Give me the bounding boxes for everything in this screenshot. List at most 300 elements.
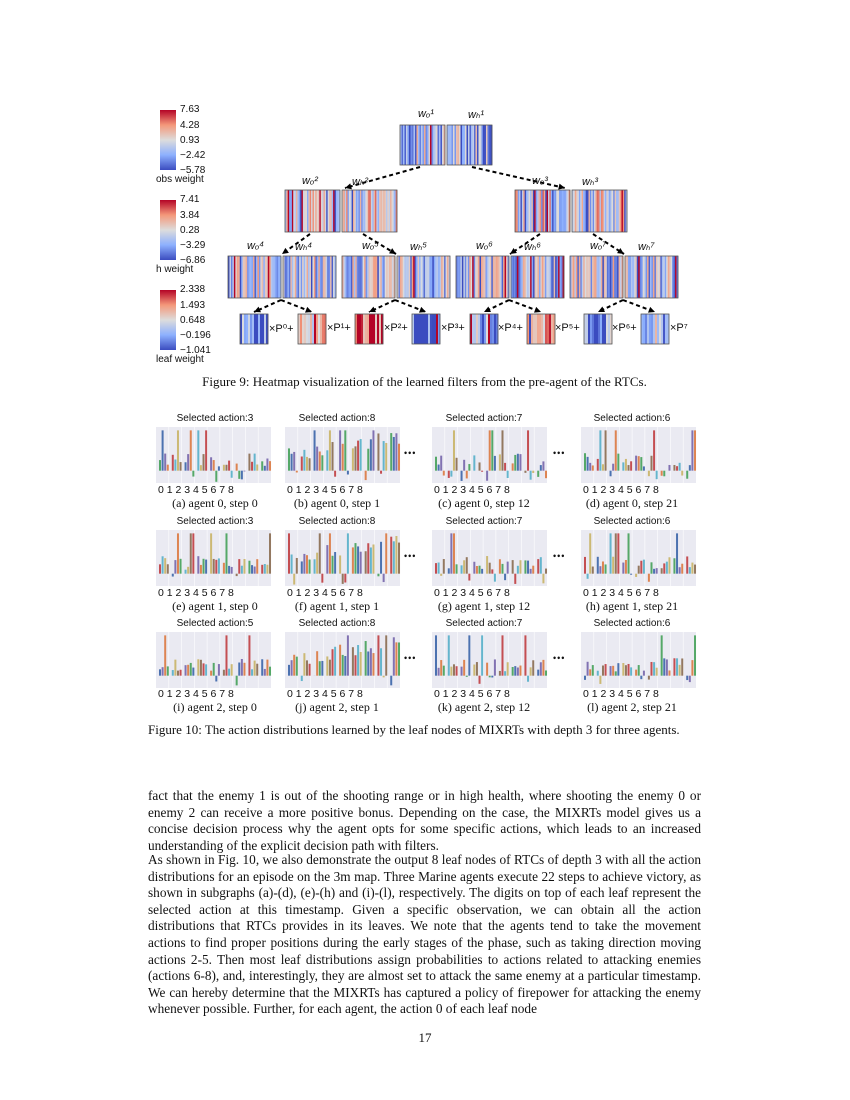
action-bar [205,430,207,470]
action-bar [512,463,514,470]
action-bar [365,471,367,480]
action-bar [530,471,532,480]
action-bar [367,651,369,675]
panel-caption: (j) agent 2, step 1 [295,700,379,714]
heatmap-stripe [310,314,312,344]
heatmap-stripe [551,314,553,344]
action-bar [385,443,387,471]
heatmap-stripe [645,314,647,344]
colorbar-tick: 3.84 [180,210,200,221]
heatmap-stripe [649,314,651,344]
action-bar [463,560,465,573]
heatmap-stripe [420,314,422,344]
action-bar [225,635,227,675]
action-bar [162,430,164,470]
action-bar [479,676,481,684]
heatmap-stripe [545,314,547,344]
x-tick-labels: 0 1 2 3 4 5 6 7 8 [287,688,363,700]
action-bar [453,533,455,573]
heatmap-stripe [653,314,655,344]
action-bar [628,533,630,573]
colorbar-label: obs weight [156,174,204,185]
heatmap-stripe [478,314,480,344]
heatmap-node [228,256,281,298]
action-panel [581,632,696,688]
action-bar [519,560,521,573]
action-bar [448,568,450,573]
action-bar [610,471,612,477]
action-bar [501,430,503,470]
action-bar [357,546,359,573]
filter-tree-heatmap [150,100,710,350]
node-label: wₒ⁶ [476,240,493,252]
action-bar [617,663,619,676]
heatmap-node [570,256,623,298]
heatmap-node [400,125,445,165]
heatmap-stripe [264,314,266,344]
action-bar [342,444,344,471]
tree-arrowhead [305,307,312,313]
action-bar [691,563,693,574]
heatmap-node [397,256,450,298]
action-bar [530,667,532,675]
action-bar [668,557,670,573]
panel-caption: (k) agent 2, step 12 [437,700,531,714]
action-bar [251,565,253,574]
action-bar [597,671,599,676]
action-bar [264,466,266,471]
panel-title: Selected action:6 [593,516,671,527]
leaf-term: ×P⁷ [670,322,688,334]
action-bar [314,559,316,573]
node-label: wₒ⁷ [590,240,607,252]
action-bar [666,659,668,675]
panel-caption: (h) agent 1, step 21 [585,599,679,613]
panel-title: Selected action:7 [445,618,523,629]
action-bar [367,543,369,573]
action-bar [177,533,179,573]
leaf-heatmap [412,314,440,344]
action-bar [385,635,387,675]
action-bar [504,463,506,471]
action-bar [638,566,640,574]
action-bar [640,676,642,680]
panel-title: Selected action:8 [298,516,376,527]
action-bar [494,574,496,582]
action-bar [266,459,268,471]
action-bar [215,676,217,682]
action-bar [303,653,305,676]
action-bar [264,669,266,676]
action-bar [293,452,295,471]
action-bar [228,461,230,471]
panel-caption: (g) agent 1, step 12 [437,599,531,613]
action-bar [354,446,356,470]
heatmap-node [625,256,678,298]
action-bar [210,533,212,573]
action-bar [187,454,189,471]
action-bar [668,465,670,471]
action-bar [200,565,202,574]
action-bar [625,560,627,574]
action-bar [365,551,367,573]
colorbar-tick: −0.196 [180,330,211,341]
action-bar [512,667,514,676]
action-bar [329,660,331,676]
heatmap-stripe [482,314,484,344]
action-bar [236,574,238,576]
action-bar [542,461,544,470]
action-bar [339,555,341,573]
action-bar [309,458,311,470]
colorbar-tick: 0.648 [180,315,206,326]
action-bar [197,659,199,675]
action-bar [592,465,594,470]
tree-edge [472,167,565,188]
action-bar [288,665,290,676]
action-bar [517,668,519,676]
action-bar [213,663,215,676]
action-panel [285,632,400,688]
heatmap-stripe [262,314,264,344]
action-bar [468,574,470,581]
action-bar [164,558,166,574]
heatmap-stripe [596,314,598,344]
action-bar [602,666,604,676]
action-bar [215,471,217,482]
action-bar [681,564,683,574]
action-bar [584,557,586,574]
panel-background [156,632,271,688]
action-bar [668,670,670,675]
action-bar [468,464,470,471]
panel-caption: (e) agent 1, step 0 [172,599,258,613]
action-bar [537,670,539,676]
action-bar [377,433,379,470]
heatmap-stripe [320,314,322,344]
action-bar [301,676,303,681]
node-label: wₕ¹ [468,109,484,121]
heatmap-stripe [486,314,488,344]
heatmap-stripe [608,314,610,344]
action-bar [456,564,458,573]
action-bar [524,560,526,573]
ellipsis: ••• [404,551,417,561]
tree-arrowhead [648,307,655,313]
action-bar [589,463,591,471]
action-bar [192,471,194,477]
action-bar [225,465,227,471]
node-label: wₕ⁵ [410,241,427,253]
action-bar [584,676,586,680]
heatmap-stripe [586,314,588,344]
action-bar [605,430,607,470]
action-bar [650,456,652,471]
action-bar [203,454,205,471]
action-bar [334,471,336,477]
action-bar [288,533,290,573]
action-bar [612,464,614,471]
heatmap-stripe [377,314,379,344]
action-bar [486,471,488,481]
action-bar [256,559,258,574]
colorbar-label: h weight [156,264,194,275]
action-bar [332,442,334,471]
action-bar [450,533,452,573]
action-bar [540,557,542,574]
action-bar [172,455,174,471]
action-bar [180,462,182,471]
heatmap-stripe [373,314,375,344]
action-bar [360,552,362,574]
panel-title: Selected action:8 [298,618,376,629]
action-bar [691,430,693,470]
action-bar [383,676,385,678]
action-bar [321,574,323,583]
panel-title: Selected action:8 [298,413,376,424]
action-bar [679,665,681,676]
action-bar [673,465,675,471]
panel-title: Selected action:3 [176,516,254,527]
action-bar [610,666,612,676]
action-bar [514,574,516,584]
action-bar [468,635,470,675]
action-bar [587,574,589,579]
x-tick-labels: 0 1 2 3 4 5 6 7 8 [158,484,234,496]
action-bar [291,660,293,676]
action-bar [159,460,161,471]
action-bar [676,533,678,573]
action-bar [167,666,169,675]
heatmap-stripe [480,314,482,344]
node-label: wₕ⁶ [524,241,541,253]
action-bar [622,563,624,574]
heatmap-stripe [657,314,659,344]
heatmap-node [342,190,397,232]
x-tick-labels: 0 1 2 3 4 5 6 7 8 [583,587,659,599]
panel-background [581,632,696,688]
heatmap-stripe [600,314,602,344]
action-bar [316,447,318,471]
node-label: wₕ⁷ [638,241,655,253]
action-bar [390,433,392,471]
action-bar [316,553,318,574]
action-bar [162,667,164,676]
action-bar [630,574,632,575]
heatmap-stripe [365,314,367,344]
action-bar [479,566,481,574]
action-bar [197,556,199,573]
heatmap-stripe [547,314,549,344]
heatmap-stripe [322,314,324,344]
action-bar [545,670,547,675]
action-bar [524,471,526,473]
action-bar [507,562,509,574]
action-bar [545,471,547,479]
heatmap-stripe [258,314,260,344]
action-bar [661,568,663,573]
heatmap-stripe [244,314,246,344]
action-bar [435,457,437,471]
heatmap-stripe [492,314,494,344]
action-bar [344,574,346,583]
action-bar [517,454,519,471]
action-bar [630,461,632,470]
leaf-term: ×P⁵+ [555,322,580,334]
action-bar [545,569,547,574]
heatmap-stripe [590,314,592,344]
action-bar [210,671,212,676]
heatmap-stripe [488,314,490,344]
action-bar [691,660,693,676]
tree-arrowhead [345,183,352,189]
action-bar [527,676,529,682]
heatmap-stripe [254,314,256,344]
action-panel [156,530,271,586]
action-bar [223,465,225,471]
panel-title: Selected action:7 [445,516,523,527]
action-bar [213,559,215,574]
heatmap-stripe [535,314,537,344]
action-bar [486,556,488,574]
action-panel [581,530,696,586]
action-bar [643,671,645,676]
action-bar [372,430,374,470]
action-bar [256,664,258,676]
action-bar [504,574,506,580]
node-label: wₕ³ [582,176,598,188]
action-bar [643,560,645,574]
heatmap-node [447,125,492,165]
action-bar [473,665,475,676]
action-bar [499,559,501,573]
leaf-heatmap [641,314,669,344]
action-bar [494,456,496,471]
action-bar [203,663,205,675]
action-bar [187,567,189,574]
heatmap-stripe [543,314,545,344]
heatmap-stripe [379,314,381,344]
tree-arrowhead [282,248,289,254]
heatmap-stripe [304,314,306,344]
action-bar [329,430,331,470]
heatmap-stripe [588,314,590,344]
action-bar [463,460,465,471]
action-bar [537,471,539,477]
action-bar [293,574,295,585]
action-bar [248,561,250,574]
action-bar [357,645,359,676]
heatmap-stripe [659,314,661,344]
heatmap-stripe [242,314,244,344]
heatmap-stripe [661,314,663,344]
action-bar [473,455,475,470]
figure-9 [150,100,710,370]
heatmap-node [456,256,509,298]
heatmap-stripe [539,314,541,344]
action-bar [200,660,202,676]
action-bar [640,457,642,471]
action-bar [357,441,359,471]
action-bar [303,554,305,574]
heatmap-stripe [529,314,531,344]
body-paragraph: fact that the enemy 1 is out of the shooting range or in high health, where shooting the enemy 0 or enemy 2 can receive a more positive bonus. Depending on the case, the MIXRTs model gives us a concise decision process why the agent opts for some specific actions, which leads to an increased understanding of the explicit decision path with filters. [148,788,701,853]
action-bar [293,655,295,676]
x-tick-labels: 0 1 2 3 4 5 6 7 8 [287,587,363,599]
action-bar [617,533,619,573]
action-bar [370,439,372,470]
figure-10 [150,410,710,720]
ellipsis: ••• [404,653,417,663]
action-bar [228,566,230,574]
action-bar [440,660,442,676]
x-tick-labels: 0 1 2 3 4 5 6 7 8 [583,688,659,700]
action-bar [689,465,691,471]
panel-title: Selected action:5 [176,618,254,629]
panel-caption: (d) agent 0, step 21 [585,496,679,510]
heatmap-stripe [474,314,476,344]
action-bar [185,570,187,574]
action-bar [243,663,245,676]
colorbar-tick: 0.28 [180,225,200,236]
heatmap-stripe [316,314,318,344]
action-bar [251,669,253,675]
heatmap-node [285,190,340,232]
action-bar [223,563,225,574]
action-bar [663,563,665,573]
leaf-term: ×P⁴+ [498,322,523,334]
heatmap-stripe [416,314,418,344]
action-bar [319,452,321,471]
action-bar [390,537,392,574]
action-bar [380,542,382,574]
action-bar [306,555,308,574]
action-bar [231,664,233,676]
action-bar [599,676,601,684]
heatmap-stripe [432,314,434,344]
action-bar [673,658,675,675]
action-bar [241,566,243,574]
action-bar [398,642,400,675]
action-bar [269,667,271,676]
action-bar [542,574,544,584]
action-bar [501,564,503,574]
action-bar [676,658,678,675]
action-bar [481,471,483,472]
action-bar [532,471,534,473]
heatmap-stripe [484,314,486,344]
action-bar [326,450,328,470]
action-bar [450,667,452,676]
action-bar [266,565,268,574]
action-bar [653,430,655,470]
action-bar [625,665,627,675]
heatmap-stripe [248,314,250,344]
action-bar [527,561,529,574]
action-bar [393,541,395,573]
heatmap-stripe [428,314,430,344]
action-bar [238,471,240,479]
heatmap-stripe [537,314,539,344]
ellipsis: ••• [553,551,566,561]
action-bar [648,574,650,582]
action-bar [599,566,601,574]
action-bar [261,461,263,470]
colorbar-tick: 0.93 [180,135,200,146]
heatmap-stripe [314,314,316,344]
tree-arrowhead [534,307,541,313]
action-bar [187,665,189,676]
